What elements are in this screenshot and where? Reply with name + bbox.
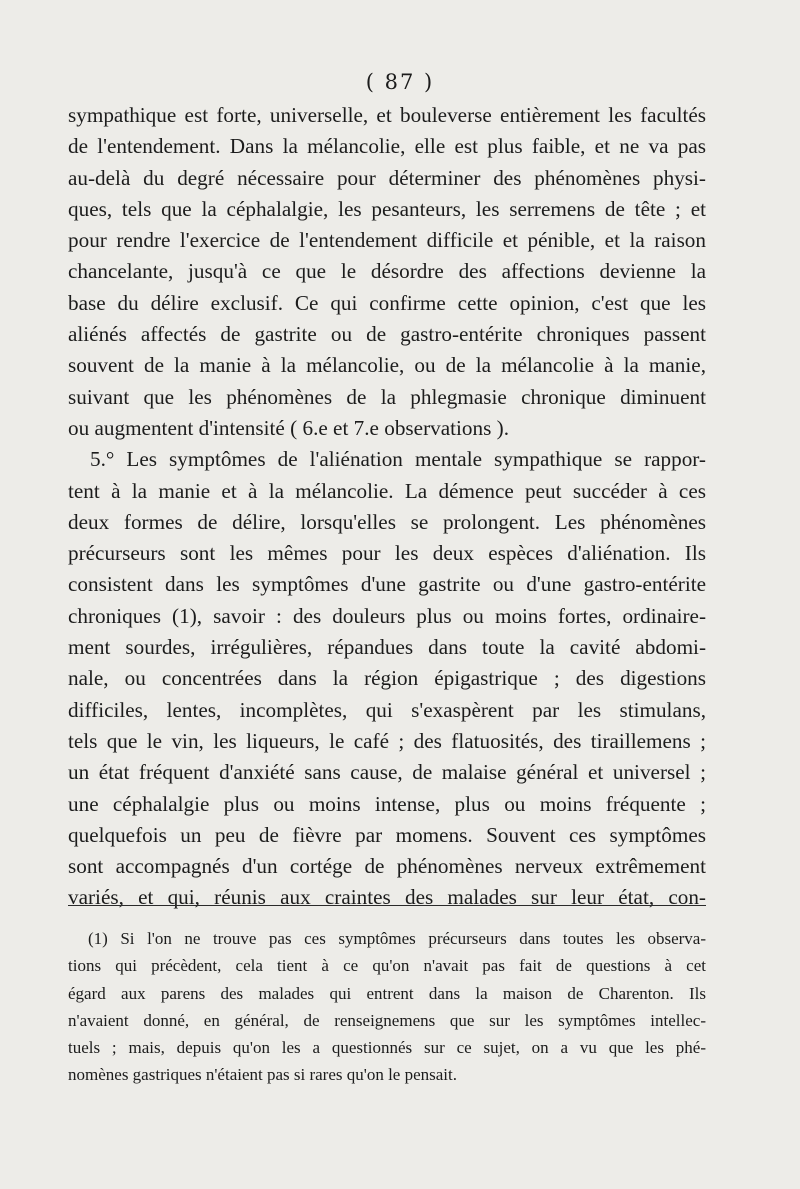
footnote-line: tions qui précèdent, cela tient à ce qu'on n'avait pas fait de questions à cet bbox=[68, 956, 706, 976]
text-line: un état fréquent d'anxiété sans cause, de malaise général et universel ; bbox=[68, 760, 706, 785]
footnote-line: égard aux parens des malades qui entrent dans la maison de Charenton. Ils bbox=[68, 983, 706, 1003]
text-line: tent à la manie et à la mélancolie. La démence peut succéder à ces bbox=[68, 478, 706, 503]
text-line: quelquefois un peu de fièvre par momens. Souvent ces symptômes bbox=[68, 822, 706, 847]
text-line: au-delà du degré nécessaire pour déterminer des phénomènes physi- bbox=[68, 165, 706, 190]
text-line: précurseurs sont les mêmes pour les deux espèces d'aliénation. Ils bbox=[68, 541, 706, 566]
text-line: difficiles, lentes, incomplètes, qui s'exaspèrent par les stimulans, bbox=[68, 697, 706, 722]
footnote-divider bbox=[68, 905, 706, 906]
text-line: pour rendre l'exercice de l'entendement difficile et pénible, et la raison bbox=[68, 228, 706, 253]
text-line: variés, et qui, réunis aux craintes des malades sur leur état, con- bbox=[68, 885, 706, 910]
text-line: deux formes de délire, lorsqu'elles se prolongent. Les phénomènes bbox=[68, 509, 706, 534]
text-line: tels que le vin, les liqueurs, le café ; des flatuosités, des tiraillemens ; bbox=[68, 728, 706, 753]
text-line: de l'entendement. Dans la mélancolie, elle est plus faible, et ne va pas bbox=[68, 134, 706, 159]
text-line: ou augmentent d'intensité ( 6.e et 7.e observations ). bbox=[68, 415, 509, 440]
footnote-line: n'avaient donné, en général, de renseignemens que sur les symptômes intellec- bbox=[68, 1010, 706, 1030]
text-line: suivant que les phénomènes de la phlegmasie chronique diminuent bbox=[68, 384, 706, 409]
text-line: base du délire exclusif. Ce qui confirme cette opinion, c'est que les bbox=[68, 290, 706, 315]
text-line: nale, ou concentrées dans la région épigastrique ; des digestions bbox=[68, 666, 706, 691]
text-line: 5.° Les symptômes de l'aliénation mentale sympathique se rappor- bbox=[90, 447, 706, 472]
main-paragraph bbox=[68, 100, 706, 914]
text-line: ment sourdes, irrégulières, répandues dans toute la cavité abdomi- bbox=[68, 635, 706, 660]
text-line: souvent de la manie à la mélancolie, ou de la mélancolie à la manie, bbox=[68, 353, 706, 378]
text-line: chroniques (1), savoir : des douleurs plus ou moins fortes, ordinaire- bbox=[68, 603, 706, 628]
text-line: une céphalalgie plus ou moins intense, plus ou moins fréquente ; bbox=[68, 791, 706, 816]
text-line: sont accompagnés d'un cortége de phénomènes nerveux extrêmement bbox=[68, 854, 706, 879]
text-line: chancelante, jusqu'à ce que le désordre des affections devienne la bbox=[68, 259, 706, 284]
page-number: ( 87 ) bbox=[365, 70, 435, 94]
footnote-line: tuels ; mais, depuis qu'on les a questionnés sur ce sujet, on a vu que les phé- bbox=[68, 1038, 706, 1058]
footnote-line: (1) Si l'on ne trouve pas ces symptômes précurseurs dans toutes les observa- bbox=[88, 929, 706, 948]
text-line: ques, tels que la céphalalgie, les pesanteurs, les serremens de tête ; et bbox=[68, 196, 706, 221]
footnote bbox=[68, 925, 706, 1089]
text-line: consistent dans les symptômes d'une gastrite ou d'une gastro-entérite bbox=[68, 572, 706, 597]
text-line: sympathique est forte, universelle, et bouleverse entièrement les facultés bbox=[68, 103, 706, 127]
text-line: aliénés affectés de gastrite ou de gastro-entérite chroniques passent bbox=[68, 322, 706, 347]
footnote-line: nomènes gastriques n'étaient pas si rares qu'on le pensait. bbox=[68, 1065, 457, 1085]
